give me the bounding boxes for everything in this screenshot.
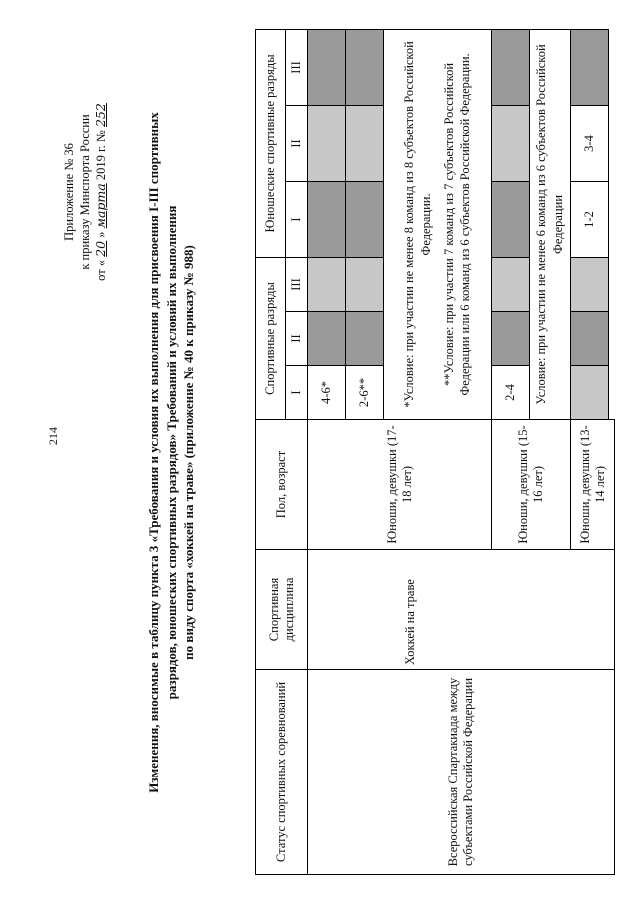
shaded-cell [570,312,608,366]
gender-age-17-18: Юноши, девушки (17-18 лет) [308,420,492,550]
title-line-2: разрядов, юношеских спортивных разрядов» Требований и условий их выполнения [163,205,179,700]
shaded-cell [492,257,530,311]
condition-a: *Условие: при участии не менее 8 команд из 8 субъектов Российской Федерации. [401,41,433,408]
header-youth-ranks: Юношеские спортивные разряды [256,29,286,257]
shaded-cell [570,366,608,420]
appendix-number: Приложение № 36 [62,143,76,241]
header-discipline: Спортивная дисциплина [256,550,308,670]
shaded-cell [308,312,346,366]
document-title [145,30,198,875]
gender-age-13-14: Юноши, девушки (13-14 лет) [570,420,615,550]
title-line-3: по виду спорта «хоккей на траве» (приложение № 40 к приказу № 988) [181,245,197,660]
appendix-date: от « 20 » марта 2019 г. № 252 [93,103,109,281]
appendix-order: к приказу Минспорта России [77,114,92,270]
shaded-cell [346,105,384,181]
shaded-cell [570,257,608,311]
value-2-6: 2-6** [346,366,384,420]
page-number: 214 [46,427,60,445]
value-3-4: 3-4 [570,105,608,181]
value-4-6: 4-6* [308,366,346,420]
title-line-1: Изменения, вносимые в таблицу пункта 3 «Требования и условия их выполнения для присвоения I-III спортивных [146,112,161,793]
condition-15-16: Условие: при участии не менее 6 команд из 6 субъектов Российской Федерации [530,29,571,419]
discipline-cell: Хоккей на траве [308,550,615,670]
date-day: 20 [93,240,109,257]
table-bottom-spacer [608,29,615,419]
shaded-cell [346,257,384,311]
shaded-cell [346,312,384,366]
shaded-cell [492,181,530,257]
shaded-cell [308,29,346,105]
requirements-table [255,29,615,875]
header-yrank-III: III [286,29,308,105]
header-status: Статус спортивных соревнований [256,670,308,875]
shaded-cell [346,181,384,257]
shaded-cell [492,312,530,366]
header-rank-I: I [286,366,308,420]
header-gender-age: Пол, возраст [256,420,308,550]
value-2-4: 2-4 [492,366,530,420]
conditions-17-18 [384,29,492,419]
appendix-header [62,32,110,352]
shaded-cell [346,29,384,105]
order-number: 252 [93,103,109,127]
condition-b: **Условие: при участии 7 команд из 7 субъектов Российской Федерации или 6 команд из 6 субъектов Российской Федерации. [441,53,473,396]
shaded-cell [308,181,346,257]
header-yrank-II: II [286,105,308,181]
gender-age-15-16: Юноши, девушки (15-16 лет) [492,420,571,550]
header-rank-III: III [286,257,308,311]
header-rank-II: II [286,312,308,366]
status-cell: Всероссийская Спартакиада между субъектами Российской Федерации [308,670,615,875]
value-1-2: 1-2 [570,181,608,257]
header-sport-ranks: Спортивные разряды [256,257,286,419]
shaded-cell [308,257,346,311]
shaded-cell [308,105,346,181]
shaded-cell [492,105,530,181]
date-month: марта [93,183,109,229]
header-yrank-I: I [286,181,308,257]
shaded-cell [492,29,530,105]
shaded-cell [570,29,608,105]
